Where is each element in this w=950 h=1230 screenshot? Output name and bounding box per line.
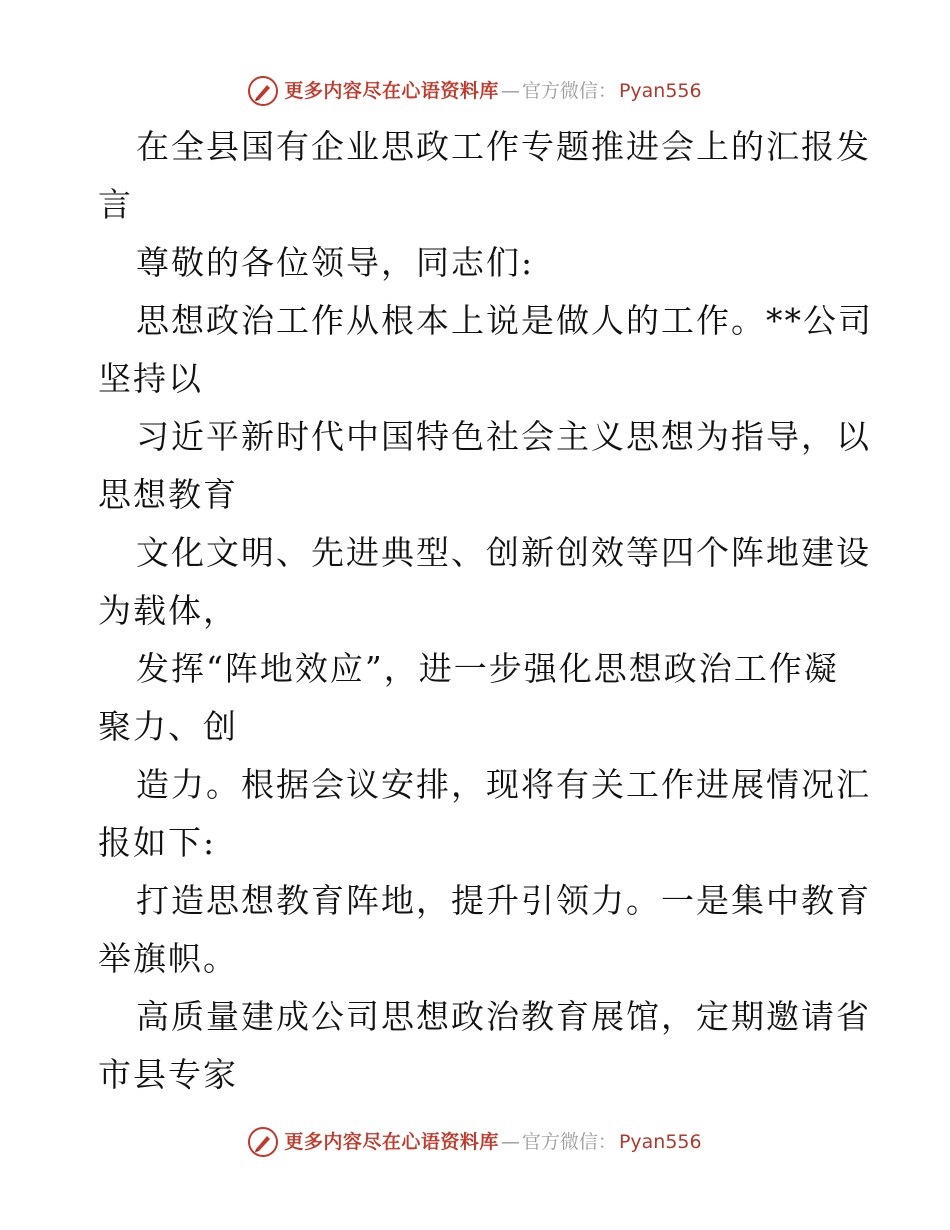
paragraph — [98, 988, 871, 1104]
line: 市县专家 — [98, 1055, 238, 1094]
line: 发挥“阵地效应”，进一步强化思想政治工作凝 — [136, 649, 839, 688]
paragraph — [98, 872, 871, 988]
line: 尊敬的各位领导，同志们: — [136, 243, 535, 282]
line: 思想教育 — [98, 475, 238, 514]
document-body — [98, 118, 873, 1104]
watermark-brand: 更多内容尽在心语资料库 — [284, 1131, 499, 1153]
line: 高质量建成公司思想政治教育展馆，定期邀请省 — [136, 997, 871, 1036]
line: 坚持以 — [98, 359, 203, 398]
paragraph — [98, 408, 871, 524]
paragraph — [98, 756, 871, 872]
line: 打造思想教育阵地，提升引领力。一是集中教育 — [136, 881, 871, 920]
footer-watermark — [0, 1127, 950, 1157]
line: 言 — [98, 185, 133, 224]
line: 思想政治工作从根本上说是做人的工作。**公司 — [136, 301, 873, 340]
watermark-brand: 更多内容尽在心语资料库 — [284, 80, 499, 102]
line: 聚力、创 — [98, 707, 238, 746]
line: 报如下: — [98, 823, 217, 862]
paragraph — [98, 292, 873, 408]
line: 文化文明、先进典型、创新创效等四个阵地建设 — [136, 533, 871, 572]
watermark-dash: — — [500, 80, 520, 102]
line: 造力。根据会议安排，现将有关工作进展情况汇 — [136, 765, 871, 804]
watermark-label: 官方微信： — [521, 80, 617, 102]
pen-logo-icon — [248, 1127, 278, 1157]
watermark-wechat-id: Pyan556 — [618, 1131, 702, 1153]
header-watermark — [0, 76, 950, 106]
pen-logo-icon — [248, 76, 278, 106]
paragraph — [98, 640, 858, 756]
paragraph — [98, 524, 871, 640]
line: 举旗帜。 — [98, 939, 238, 978]
watermark-dash: — — [500, 1131, 520, 1153]
watermark-label: 官方微信： — [521, 1131, 617, 1153]
line: 在全县国有企业思政工作专题推进会上的汇报发 — [136, 127, 871, 166]
line: 习近平新时代中国特色社会主义思想为指导，以 — [136, 417, 871, 456]
salutation — [98, 234, 858, 292]
line: 为载体， — [98, 591, 238, 630]
document-title — [98, 118, 871, 234]
watermark-wechat-id: Pyan556 — [618, 80, 702, 102]
